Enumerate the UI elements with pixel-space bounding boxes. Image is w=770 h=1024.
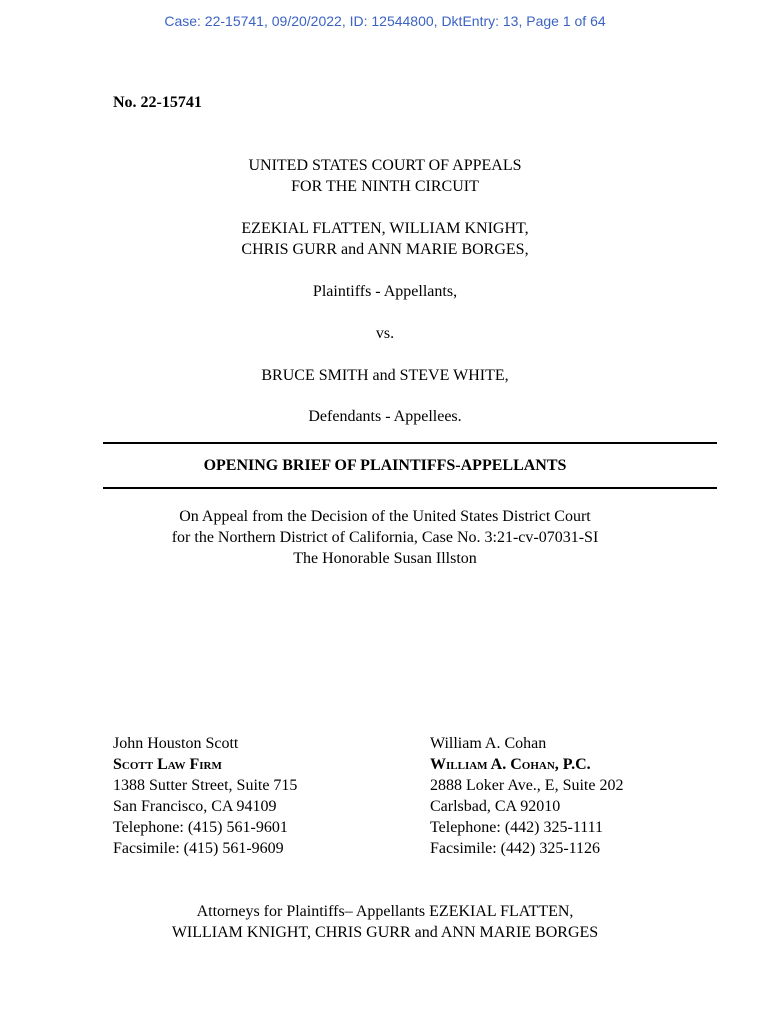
- defendants-role: Defendants - Appellees.: [308, 408, 462, 425]
- counsel-right-address2: Carlsbad, CA 92010: [430, 798, 561, 815]
- defendants-names: BRUCE SMITH and STEVE WHITE,: [261, 367, 509, 384]
- counsel-left: [113, 733, 297, 859]
- plaintiffs-names: [0, 218, 770, 260]
- docket-number: No. 22-15741: [113, 94, 202, 111]
- plaintiffs-line1: EZEKIAL FLATTEN, WILLIAM KNIGHT,: [241, 220, 529, 237]
- counsel-right-name: William A. Cohan: [430, 735, 547, 752]
- counsel-right-address1: 2888 Loker Ave., E, Suite 202: [430, 777, 624, 794]
- attorneys-for: [0, 901, 770, 943]
- counsel-left-name: John Houston Scott: [113, 735, 239, 752]
- court-name: [0, 155, 770, 197]
- case-header-stamp: Case: 22-15741, 09/20/2022, ID: 12544800, DktEntry: 13, Page 1 of 64: [164, 13, 606, 29]
- attorneys-for-line1: Attorneys for Plaintiffs– Appellants EZEKIAL FLATTEN,: [196, 903, 574, 920]
- counsel-right-phone: Telephone: (442) 325-1111: [430, 819, 604, 836]
- attorneys-for-line2: WILLIAM KNIGHT, CHRIS GURR and ANN MARIE BORGES: [171, 924, 599, 941]
- counsel-left-phone: Telephone: (415) 561-9601: [113, 819, 288, 836]
- appeal-info: [0, 506, 770, 569]
- counsel-left-address2: San Francisco, CA 94109: [113, 798, 277, 815]
- counsel-left-firm: Scott Law Firm: [113, 756, 222, 773]
- counsel-right-firm: William A. Cohan, P.C.: [430, 756, 591, 773]
- court-name-line2: FOR THE NINTH CIRCUIT: [291, 178, 479, 195]
- versus: vs.: [375, 325, 395, 342]
- counsel-right: [430, 733, 623, 859]
- court-name-line1: UNITED STATES COURT OF APPEALS: [248, 157, 522, 174]
- appeal-line2: for the Northern District of California, Case No. 3:21-cv-07031-SI: [171, 529, 599, 546]
- appeal-line1: On Appeal from the Decision of the United States District Court: [179, 508, 591, 525]
- top-divider: [103, 442, 717, 444]
- plaintiffs-role: Plaintiffs - Appellants,: [312, 283, 458, 300]
- plaintiffs-line2: CHRIS GURR and ANN MARIE BORGES,: [241, 241, 529, 258]
- bottom-divider: [103, 487, 717, 489]
- counsel-left-fax: Facsimile: (415) 561-9609: [113, 840, 284, 857]
- counsel-right-fax: Facsimile: (442) 325-1126: [430, 840, 601, 857]
- counsel-left-address1: 1388 Sutter Street, Suite 715: [113, 777, 298, 794]
- brief-title: OPENING BRIEF OF PLAINTIFFS-APPELLANTS: [203, 457, 567, 474]
- appeal-line3: The Honorable Susan Illston: [293, 550, 477, 567]
